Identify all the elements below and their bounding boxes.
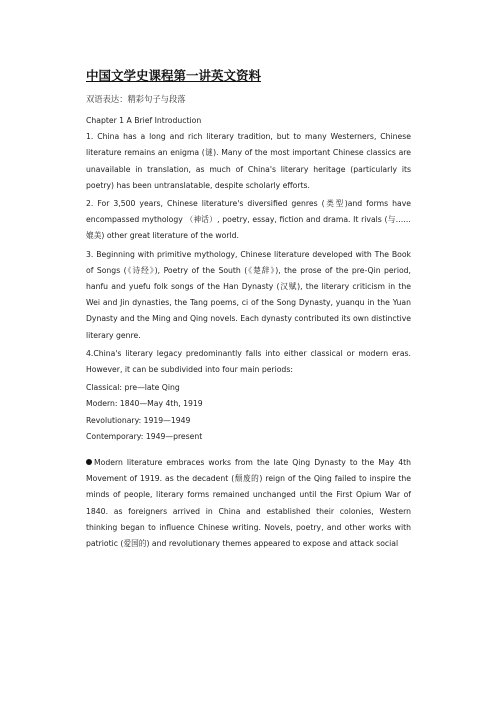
paragraph-2: 2. For 3,500 years, Chinese literature's diversified genres (类型)and forms have encompassed mythology （神话）, poetry, essay, fiction and drama. It rivals (与……媲美) other great literature of the world.: [86, 199, 411, 241]
period-classical: Classical: pre—late Qing: [86, 383, 180, 393]
bullet-paragraph: [86, 455, 411, 552]
period-modern: Modern: 1840—May 4th, 1919: [86, 399, 203, 409]
bullet-icon: [86, 459, 92, 465]
paragraph-3: 3. Beginning with primitive mythology, Chinese literature developed with The Book of Songs (《诗经》), Poetry of the South (《楚辞》), the prose of the pre-Qin period, hanfu and yuefu folk songs of the Han Dynasty (汉赋), the literary criticism in the Wei and Jin dynasties, the Tang poems, ci of the Song Dynasty, yuanqu in the Yuan Dynasty and the Ming and Qing novels. Each dynasty contributed its own distinctive literary genre.: [86, 249, 411, 340]
period-list: [86, 380, 411, 445]
paragraph-1: 1. China has a long and rich literary tradition, but to many Westerners, Chinese literature remains an enigma (谜). Many of the most important Chinese classics are unavailable in translation, as much of China's literary heritage (particularly its poetry) has been untranslatable, despite scholarly efforts.: [86, 132, 411, 190]
chapter-heading: Chapter 1 A Brief Introduction: [86, 116, 202, 125]
document-subtitle: 双语表达：精彩句子与段落: [86, 94, 186, 104]
period-contemporary: Contemporary: 1949—present: [86, 431, 203, 441]
document-content: [86, 66, 411, 554]
paragraph-4: 4.China's literary legacy predominantly falls into either classical or modern eras. However, it can be subdivided into four main periods:: [86, 348, 411, 375]
period-revolutionary: Revolutionary: 1919—1949: [86, 415, 191, 425]
bullet-paragraph-text: Modern literature embraces works from the late Qing Dynasty to the May 4th Movement of 1919. as the decadent (颓废的) reign of the Qing failed to inspire the minds of people, literary forms remained unchanged until the First Opium War of 1840. as foreigners arrived in China and established their colonies, Western thinking began to influence Chinese writing. Novels, poetry, and other works with patriotic (爱国的) and revolutionary themes appeared to expose and attack social: [86, 458, 411, 549]
document-title: 中国文学史课程第一讲英文资料: [86, 68, 262, 83]
